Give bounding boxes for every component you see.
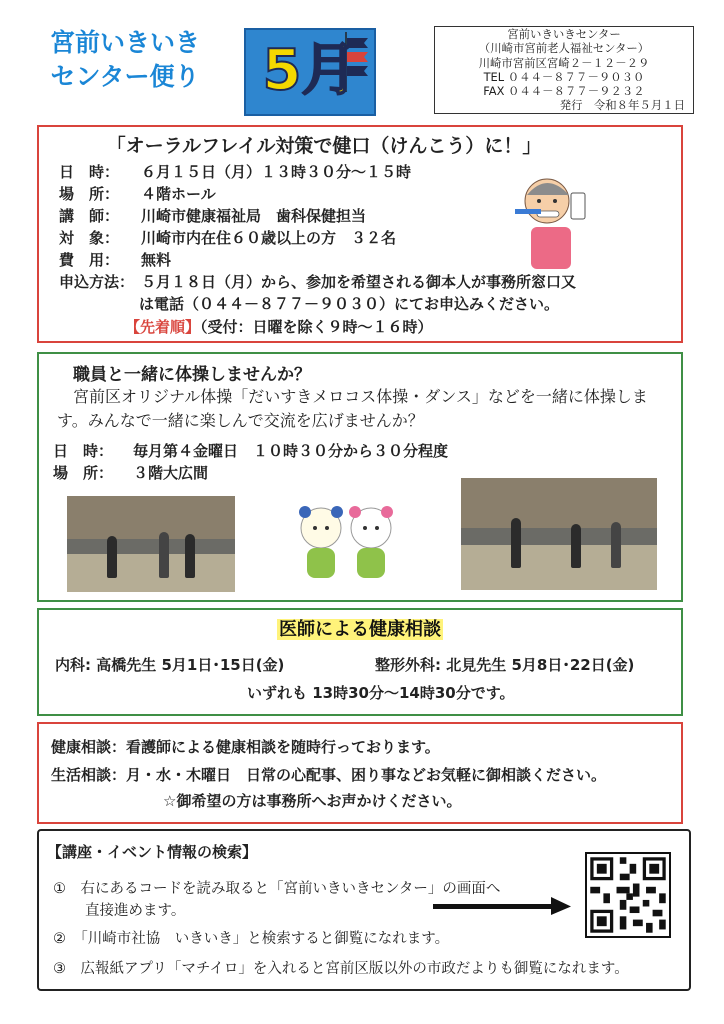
exercise-section [37, 352, 683, 602]
month-banner [244, 28, 376, 116]
doctor-consultation-section [37, 608, 683, 716]
life-consultation-row: 生活相談：月・水・木曜日 日常の心配事、困り事などお気軽に御相談ください。 [51, 766, 607, 784]
month-label: 5月 [262, 38, 358, 103]
center-fax: FAX ０４４－８７７－９２３２ [483, 84, 645, 99]
center-alt-name: （川崎市宮前老人福祉センター） [478, 41, 650, 56]
arrow-right-icon [433, 897, 573, 915]
event-place-row: 場 所： ４階ホール [59, 185, 216, 203]
oral-frailty-section [37, 125, 683, 343]
orthopedics-row: 整形外科: 北見先生 5月8日･22日(金) [375, 656, 635, 674]
search-item-1-cont: 直接進めます。 [85, 903, 186, 919]
qr-code[interactable] [585, 852, 671, 938]
consultation-time: いずれも 13時30分～14時30分です。 [247, 684, 515, 702]
toothbrushing-illustration [511, 165, 591, 269]
consultation-section [37, 722, 683, 824]
center-name: 宮前いきいきセンター [507, 27, 621, 41]
issue-date: 発行 令和８年５月１日 [559, 98, 685, 113]
event-date-row: 日 時： ６月１５日（月）１３時３０分～１５時 [59, 163, 412, 181]
first-come-label: 【先着順】 [125, 318, 201, 336]
exercise-photo-right [461, 478, 657, 590]
exercise-photo-left [67, 496, 235, 592]
mascot-illustration [291, 504, 401, 586]
section-title: 職員と一緒に体操しませんか？ [73, 365, 311, 385]
event-lecturer-row: 講 師： 川崎市健康福祉局 歯科保健担当 [59, 207, 367, 225]
section-title: 医師による健康相談 [279, 619, 441, 640]
section-title: 【講座・イベント情報の検索】 [47, 843, 258, 861]
search-item-2: ② 「川崎市社協 いきいき」と検索すると御覧になれます。 [53, 931, 450, 947]
event-target-row: 対 象： 川崎市内在住６０歳以上の方 ３２名 [59, 229, 397, 247]
newsletter-title: 宮前いきいき センター便り [49, 28, 200, 91]
event-apply-row: 申込方法： ５月１８日（月）から、参加を希望される御本人が事務所窓口又 [59, 273, 577, 291]
exercise-date-row: 日 時： 毎月第４金曜日 １０時３０分から３０分程度 [53, 442, 449, 460]
exercise-description: 宮前区オリジナル体操「だいすきメロコス体操・ダンス」などを一緒に体操します。みんなで一緒に楽しんで交流を広げませんか？ [57, 387, 648, 430]
internal-medicine-row: 内科: 高橋先生 5月1日･15日(金) [55, 656, 285, 674]
exercise-place-row: 場 所： ３階大広間 [53, 464, 209, 482]
event-reception-row: 【先着順】（受付：日曜を除く９時～１６時） [125, 318, 433, 336]
search-item-1: ① 右にあるコードを読み取ると「宮前いきいきセンター」の画面へ [53, 881, 501, 897]
center-address: 川崎市宮前区宮崎２－１２－２９ [478, 55, 650, 70]
consultation-note: ☆御希望の方は事務所へお声かけください。 [163, 792, 462, 810]
health-consultation-row: 健康相談：看護師による健康相談を随時行っております。 [51, 738, 440, 756]
event-fee-row: 費 用： 無料 [59, 251, 172, 269]
center-info-box [434, 26, 694, 114]
search-item-3: ③ 広報紙アプリ「マチイロ」を入れると宮前区版以外の市政だよりも御覧になれます。 [53, 961, 629, 977]
event-apply-cont: は電話（０４４－８７７－９０３０）にてお申込みください。 [139, 295, 560, 313]
center-tel: TEL ０４４－８７７－９０３０ [483, 69, 645, 84]
section-title: 「オーラルフレイル対策で健口（けんこう）に！」 [106, 135, 542, 157]
